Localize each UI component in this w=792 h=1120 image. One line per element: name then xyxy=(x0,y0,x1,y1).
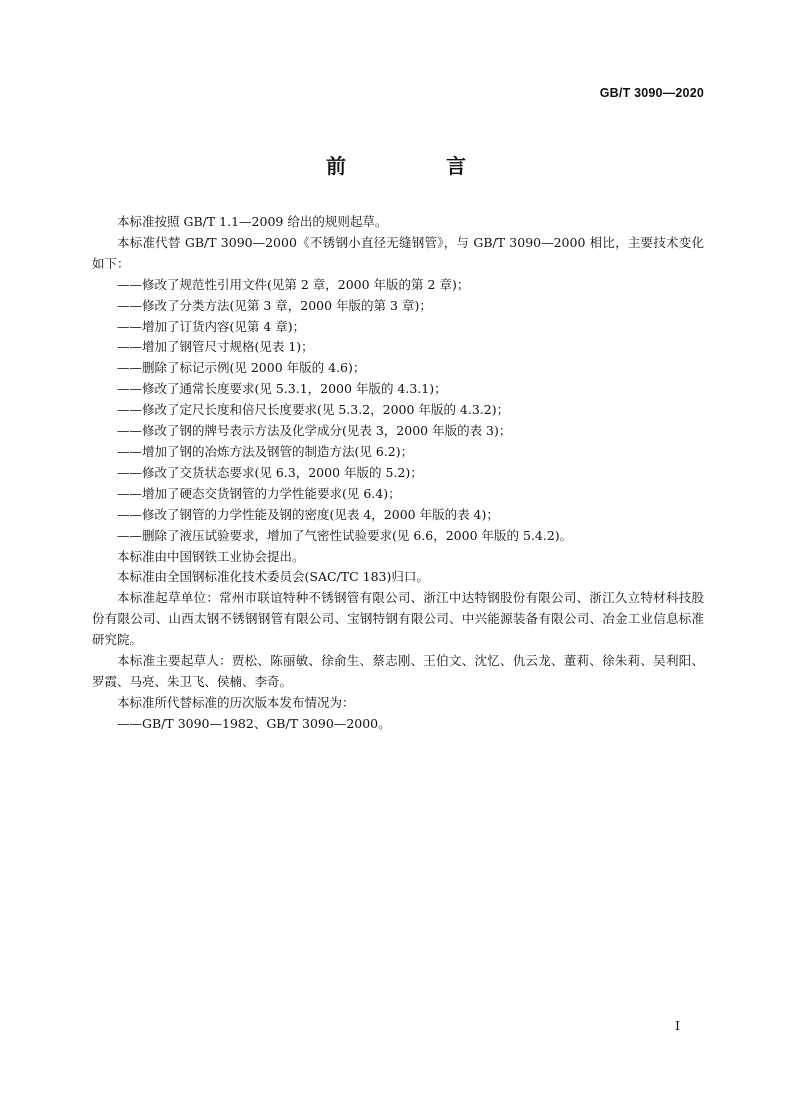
change-item: ——增加了钢的冶炼方法及钢管的制造方法(见 6.2)； xyxy=(117,443,414,459)
page-title: 前 言 xyxy=(326,154,506,178)
change-item: ——修改了钢管的力学性能及钢的密度(见表 4，2000 年版的表 4)； xyxy=(117,506,499,522)
paragraph-drafting-units: 本标准起草单位：常州市联谊特种不锈钢管有限公司、浙江中达特钢股份有限公司、浙江久立特材科技股份有限公司、山西太钢不锈钢钢管有限公司、宝钢特钢有限公司、中兴能源装备有限公司、冶金工业信息标准研究院。 xyxy=(92,590,704,648)
change-item: ——修改了钢的牌号表示方法及化学成分(见表 3，2000 年版的表 3)； xyxy=(117,423,512,439)
standard-number: GB/T 3090—2020 xyxy=(599,86,704,100)
foreword-body xyxy=(92,212,704,735)
paragraph-drafting-rules: 本标准按照 GB/T 1.1—2009 给出的规则起草。 xyxy=(117,214,388,229)
change-item: ——修改了定尺长度和倍尺长度要求(见 5.3.2，2000 年版的 4.3.2)； xyxy=(117,402,510,418)
change-item: ——增加了钢管尺寸规格(见表 1)； xyxy=(117,339,314,355)
change-item: ——删除了液压试验要求，增加了气密性试验要求(见 6.6，2000 年版的 5.4.2)。 xyxy=(117,527,573,543)
paragraph-drafters: 本标准主要起草人：贾松、陈丽敏、徐俞生、蔡志刚、王伯文、沈忆、仇云龙、董莉、徐朱莉、吴利阳、罗霞、马亮、朱卫飞、侯楠、李奇。 xyxy=(92,653,704,689)
change-item: ——删除了标记示例(见 2000 年版的 4.6)； xyxy=(117,360,366,376)
change-item: ——增加了订货内容(见第 4 章)； xyxy=(117,318,306,334)
change-item: ——修改了通常长度要求(见 5.3.1，2000 年版的 4.3.1)； xyxy=(117,381,447,397)
paragraph-proposer: 本标准由中国钢铁工业协会提出。 xyxy=(117,548,305,564)
change-item: ——修改了分类方法(见第 3 章，2000 年版的第 3 章)； xyxy=(117,297,432,313)
change-item: ——增加了硬态交货钢管的力学性能要求(见 6.4)； xyxy=(117,485,401,501)
page-number: I xyxy=(675,1018,680,1033)
paragraph-replacement: 本标准代替 GB/T 3090—2000《不锈钢小直径无缝钢管》，与 GB/T 3090—2000 相比，主要技术变化如下： xyxy=(92,234,704,271)
change-item: ——修改了交货状态要求(见 6.3，2000 年版的 5.2)； xyxy=(117,464,423,480)
change-item: ——修改了规范性引用文件(见第 2 章，2000 年版的第 2 章)； xyxy=(117,276,470,292)
history-item: ——GB/T 3090—1982、GB/T 3090—2000。 xyxy=(117,715,391,731)
paragraph-history-intro: 本标准所代替标准的历次版本发布情况为： xyxy=(117,694,355,710)
paragraph-committee: 本标准由全国钢标准化技术委员会(SAC/TC 183)归口。 xyxy=(117,569,429,585)
